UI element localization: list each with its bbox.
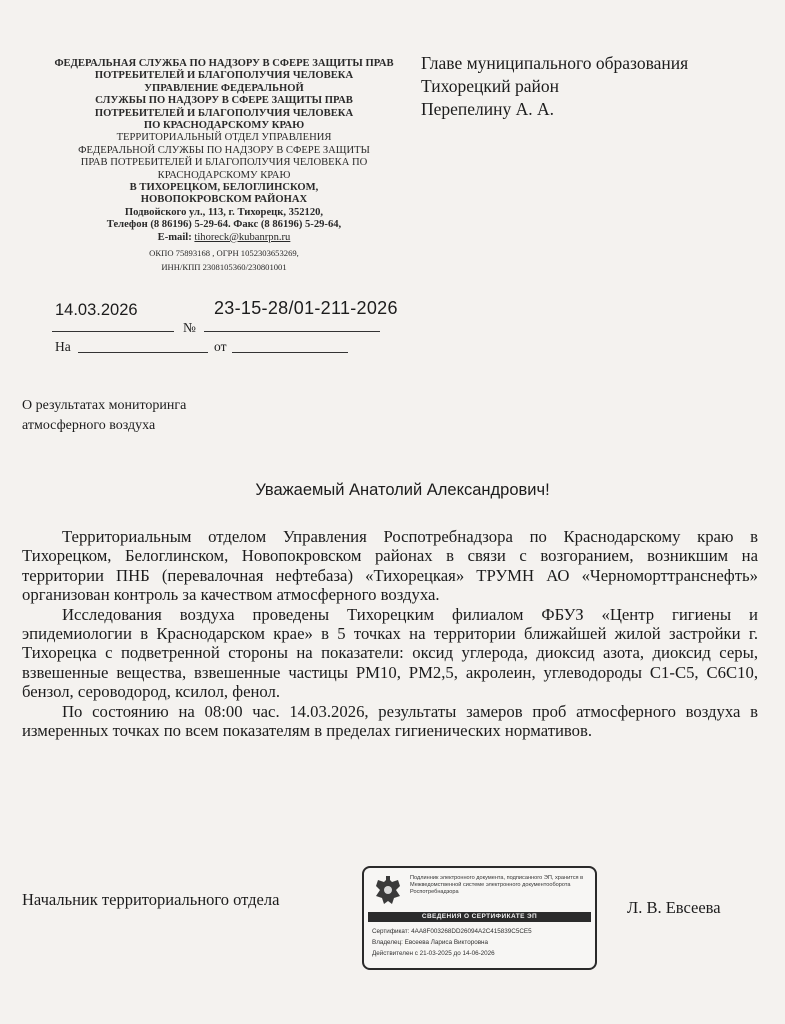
subject-line: О результатах мониторинга <box>22 398 187 413</box>
letterhead-phone: Телефон (8 86196) 5-29-64. Факс (8 86196) 5-29-64, <box>106 219 342 231</box>
letter-body <box>22 527 758 740</box>
coat-of-arms-icon <box>370 874 406 910</box>
letterhead-line: ПОТРЕБИТЕЛЕЙ И БЛАГОПОЛУЧИЯ ЧЕЛОВЕКА <box>94 70 354 82</box>
greeting: Уважаемый Анатолий Александрович! <box>255 481 550 499</box>
number-underline <box>204 331 380 332</box>
stamp-band: СВЕДЕНИЯ О СЕРТИФИКАТЕ ЭП <box>368 912 591 922</box>
letterhead-line: ПОТРЕБИТЕЛЕЙ И БЛАГОПОЛУЧИЯ ЧЕЛОВЕКА <box>94 107 354 119</box>
letterhead <box>40 58 408 273</box>
body-paragraph: По состоянию на 08:00 час. 14.03.2026, результаты замеров проб атмосферного воздуха в измеренных точках по всем показателям в пределах гигиенических нормативов. <box>22 701 758 741</box>
addressee-line: Главе муниципального образования <box>421 53 689 73</box>
na-underline <box>78 352 208 353</box>
addressee <box>421 52 761 121</box>
electronic-signature-stamp <box>362 866 597 970</box>
date-underline <box>52 331 174 332</box>
signer-role: Начальник территориального отдела <box>22 890 280 909</box>
subject <box>22 396 262 435</box>
letterhead-line: В ТИХОРЕЦКОМ, БЕЛОГЛИНСКОМ, <box>129 182 319 194</box>
email-label: E-mail: <box>157 231 195 243</box>
letterhead-line: ФЕДЕРАЛЬНОЙ СЛУЖБЫ ПО НАДЗОРУ В СФЕРЕ ЗАЩИТЫ <box>78 144 370 156</box>
letterhead-line: УПРАВЛЕНИЕ ФЕДЕРАЛЬНОЙ <box>144 82 304 94</box>
letterhead-address: Подвойского ул., 113, г. Тихорецк, 352120, <box>124 206 324 218</box>
na-label: На <box>55 339 71 354</box>
stamp-owner: Владелец: Евсеева Лариса Викторовна <box>372 939 489 946</box>
email-link[interactable]: tihoreck@kubanrpn.ru <box>194 231 291 243</box>
addressee-line: Перепелину А. А. <box>421 99 555 119</box>
letterhead-line: ТЕРРИТОРИАЛЬНЫЙ ОТДЕЛ УПРАВЛЕНИЯ <box>116 132 332 144</box>
letterhead-line: НОВОПОКРОВСКОМ РАЙОНАХ <box>140 194 308 206</box>
stamp-validity: Действителен с 21-03-2025 до 14-06-2026 <box>372 950 495 957</box>
letterhead-line: ПО КРАСНОДАРСКОМУ КРАЮ <box>143 120 305 132</box>
registration-date: 14.03.2026 <box>55 301 138 319</box>
ot-label: от <box>214 339 227 354</box>
number-sign: № <box>183 320 196 335</box>
body-paragraph: Территориальным отделом Управления Роспотребнадзора по Краснодарскому краю в Тихорецком, Белоглинском, Новопокровском районах в связи с возгоранием, возникшим на территории ПНБ (перевалочная нефтебаза) «Тихорецкая» ТРУМН АО «Черноморттранснефть» организован контроль за качеством атмосферного воздуха. <box>22 527 758 605</box>
letterhead-line: ФЕДЕРАЛЬНАЯ СЛУЖБА ПО НАДЗОРУ В СФЕРЕ ЗАЩИТЫ ПРАВ <box>54 58 394 69</box>
body-paragraph: Исследования воздуха проведены Тихорецким филиалом ФБУЗ «Центр гигиены и эпидемиологии в Краснодарском крае» в 5 точках на территории ближайшей жилой застройки г. Тихорецка с подветренной стороны на показатели: оксид углерода, диоксид азота, диоксид серы, взвешенные вещества, взвешенные частицы РМ10, РМ2,5, акролеин, углеводороды С1-С5, С6С10, бензол, сероводород, ксилол, фенол. <box>22 604 758 702</box>
letterhead-email-row <box>40 232 408 244</box>
letterhead-inn: ИНН/КПП 2308105360/230801001 <box>161 262 287 273</box>
ot-underline <box>232 352 348 353</box>
stamp-certificate: Сертификат: 4AA8F003268DD26094A2C415839C5CE5 <box>372 928 532 935</box>
letterhead-okpo: ОКПО 75893168 , ОГРН 1052303653269, <box>149 248 299 259</box>
registration-number: 23-15-28/01-211-2026 <box>214 298 398 318</box>
letterhead-line: ПРАВ ПОТРЕБИТЕЛЕЙ И БЛАГОПОЛУЧИЯ ЧЕЛОВЕКА ПО <box>80 157 368 169</box>
stamp-header-text: Подлинник электронного документа, подписанного ЭП, хранится в Межведомственной системе электронного документооборота Роспотребнадзора <box>410 875 584 895</box>
signer-name: Л. В. Евсеева <box>627 898 721 917</box>
letterhead-line: КРАСНОДАРСКОМУ КРАЮ <box>157 169 291 181</box>
subject-line: атмосферного воздуха <box>22 417 156 433</box>
letterhead-line: СЛУЖБЫ ПО НАДЗОРУ В СФЕРЕ ЗАЩИТЫ ПРАВ <box>95 95 353 107</box>
addressee-line: Тихорецкий район <box>421 76 559 96</box>
